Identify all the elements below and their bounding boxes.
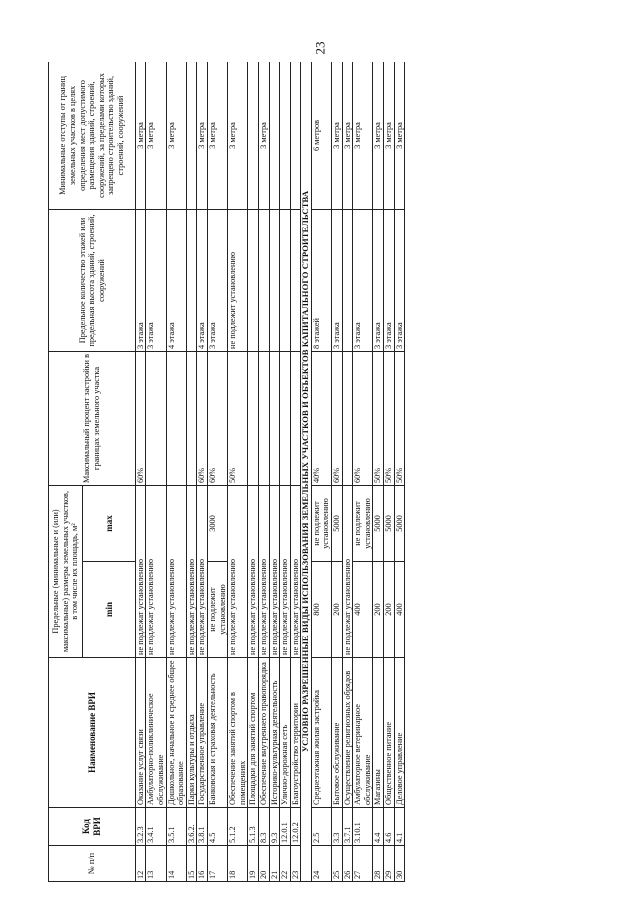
row-number: 24 <box>311 846 331 882</box>
row-number: 25 <box>332 846 343 882</box>
min-setback: 3 метра <box>207 62 227 209</box>
table-row <box>186 62 197 882</box>
min-setback: 3 метра <box>146 62 166 209</box>
vri-name: Амбулаторное ветеринарное обслуживание <box>353 658 373 808</box>
vri-code: 4.6 <box>384 808 395 846</box>
max-floors: 3 этажа <box>207 209 227 351</box>
header-row <box>49 62 83 882</box>
max-building-percent <box>146 351 166 485</box>
max-floors <box>269 209 280 351</box>
vri-name: Государственное управление <box>197 658 208 808</box>
vri-name: Бытовое обслуживание <box>332 658 343 808</box>
max-building-percent: 60% <box>197 351 208 485</box>
vri-code: 3.10.1 <box>353 808 373 846</box>
row-number: 14 <box>166 846 186 882</box>
min-setback: 6 метров <box>311 62 331 209</box>
max-building-percent <box>166 351 186 485</box>
lot-size-max: 5000 <box>373 485 384 561</box>
min-setback: 3 метра <box>373 62 384 209</box>
min-setback: 3 метра <box>353 62 373 209</box>
row-number: 18 <box>228 846 248 882</box>
row-number: 30 <box>394 846 405 882</box>
vri-name: Магазины <box>373 658 384 808</box>
vri-code: 5.1.3 <box>248 808 259 846</box>
vri-code: 8.3 <box>258 808 269 846</box>
min-setback: 3 метра <box>394 62 405 209</box>
lot-size-min: 200 <box>384 562 395 658</box>
lot-size-not-set: не подлежат установлению <box>248 485 259 657</box>
section-title: УСЛОВНО РАЗРЕШЕННЫЕ ВИДЫ ИСПОЛЬЗОВАНИЯ ЗЕМЕЛЬНЫХ УЧАСТКОВ И ОБЪЕКТОВ КАПИТАЛЬНОГО СТРОИТЕЛЬСТВА <box>301 62 312 882</box>
min-setback <box>186 62 197 209</box>
lot-size-not-set: не подлежат установлению <box>258 485 269 657</box>
table-row <box>311 62 331 882</box>
table-row <box>342 62 353 882</box>
min-setback: 3 метра <box>135 62 146 209</box>
max-floors: 3 этажа <box>146 209 166 351</box>
vri-name: Историко-культурная деятельность <box>269 658 280 808</box>
lot-size-not-set: не подлежат установлению <box>166 485 186 657</box>
header-max: max <box>82 485 135 561</box>
table-row <box>146 62 166 882</box>
max-floors: 3 этажа <box>135 209 146 351</box>
lot-size-min: 400 <box>353 562 373 658</box>
table-row <box>228 62 248 882</box>
max-building-percent <box>280 351 291 485</box>
vri-code: 4.5 <box>207 808 227 846</box>
row-number: 19 <box>248 846 259 882</box>
max-floors: 3 этажа <box>373 209 384 351</box>
lot-size-not-set: не подлежат установлению <box>197 485 208 657</box>
max-floors <box>186 209 197 351</box>
max-building-percent: 50% <box>228 351 248 485</box>
max-building-percent <box>248 351 259 485</box>
min-setback: 3 метра <box>332 62 343 209</box>
min-setback <box>280 62 291 209</box>
header-name: Наименование ВРИ <box>49 658 136 808</box>
lot-size-min: 800 <box>311 562 331 658</box>
lot-size-max: 5000 <box>384 485 395 561</box>
min-setback: 3 метра <box>384 62 395 209</box>
lot-size-not-set: не подлежат установлению <box>146 485 166 657</box>
lot-size-max: 5000 <box>332 485 343 561</box>
min-setback: 3 метра <box>258 62 269 209</box>
vri-name: Дошкольное, начальное и среднее общее образование <box>166 658 186 808</box>
vri-code: 3.7.1 <box>342 808 353 846</box>
header-setback: Минимальные отступы от границ земельных участков в целях определения мест допустимого размещения зданий, строений, сооружений, за пределами которых запрещено строительство зданий, строений, сооружений <box>49 62 136 209</box>
max-building-percent <box>186 351 197 485</box>
vri-name: Среднеэтажная жилая застройка <box>311 658 331 808</box>
max-building-percent: 50% <box>394 351 405 485</box>
lot-size-not-set: не подлежат установлению <box>290 485 301 657</box>
max-building-percent <box>290 351 301 485</box>
max-floors: 3 этажа <box>353 209 373 351</box>
table-row <box>394 62 405 882</box>
table-row <box>269 62 280 882</box>
table-row <box>280 62 291 882</box>
lot-size-min: не подлежит установлению <box>207 562 227 658</box>
header-code: Код ВРИ <box>49 808 136 846</box>
max-floors: не подлежит установлению <box>228 209 248 351</box>
header-min: min <box>82 562 135 658</box>
row-number: 15 <box>186 846 197 882</box>
row-number: 23 <box>290 846 301 882</box>
vri-name: Обеспечение занятий спортом в помещениях <box>228 658 248 808</box>
table-row <box>197 62 208 882</box>
row-number: 29 <box>384 846 395 882</box>
row-number: 28 <box>373 846 384 882</box>
max-building-percent <box>269 351 280 485</box>
vri-name: Оказание услуг связи <box>135 658 146 808</box>
table-row <box>332 62 343 882</box>
max-floors: 3 этажа <box>384 209 395 351</box>
max-floors: 4 этажа <box>197 209 208 351</box>
min-setback <box>269 62 280 209</box>
section-row <box>301 62 312 882</box>
lot-size-not-set: не подлежат установлению <box>135 485 146 657</box>
max-floors: 8 этажей <box>311 209 331 351</box>
header-size: Предельные (минимальные и (или) максимальные) размеры земельных участков, в том числе их площадь, м² <box>49 485 83 657</box>
row-number: 21 <box>269 846 280 882</box>
table-row <box>135 62 146 882</box>
vri-code: 2.5 <box>311 808 331 846</box>
lot-size-max: не подлежит установлению <box>353 485 373 561</box>
vri-code: 9.3 <box>269 808 280 846</box>
min-setback: 3 метра <box>166 62 186 209</box>
table-row <box>258 62 269 882</box>
vri-name: Парки культуры и отдыха <box>186 658 197 808</box>
max-floors <box>248 209 259 351</box>
vri-code: 3.6.2. <box>186 808 197 846</box>
vri-code: 4.4 <box>373 808 384 846</box>
vri-name: Осуществление религиозных обрядов <box>342 658 353 808</box>
header-floors: Предельное количество этажей или предельная высота зданий, строений, сооружений <box>49 209 136 351</box>
row-number: 26 <box>342 846 353 882</box>
lot-size-max: 3000 <box>207 485 227 561</box>
max-floors <box>280 209 291 351</box>
min-setback: 3 метра <box>197 62 208 209</box>
min-setback: 3 метра <box>228 62 248 209</box>
lot-size-not-set: не подлежат установлению <box>228 485 248 657</box>
max-floors: 4 этажа <box>166 209 186 351</box>
lot-size-max: 5000 <box>394 485 405 561</box>
vri-name: Обеспечение внутреннего правопорядка <box>258 658 269 808</box>
vri-code: 3.2.3 <box>135 808 146 846</box>
lot-size-not-set: не подлежат установлению <box>269 485 280 657</box>
table-row <box>290 62 301 882</box>
table-row <box>384 62 395 882</box>
min-setback: 3 метра <box>342 62 353 209</box>
max-building-percent <box>342 351 353 485</box>
lot-size-min: 400 <box>394 562 405 658</box>
max-floors <box>342 209 353 351</box>
table-body <box>135 62 404 882</box>
row-number: 27 <box>353 846 373 882</box>
vri-name: Деловое управление <box>394 658 405 808</box>
row-number: 16 <box>197 846 208 882</box>
max-building-percent <box>258 351 269 485</box>
min-setback <box>290 62 301 209</box>
lot-size-not-set: не подлежат установлению <box>280 485 291 657</box>
header-num: № п/п <box>49 846 136 882</box>
max-building-percent: 50% <box>373 351 384 485</box>
lot-size-max: не подлежит установлению <box>311 485 331 561</box>
lot-size-not-set: не подлежат установлению <box>342 485 353 657</box>
vri-name: Благоустройство территории <box>290 658 301 808</box>
vri-name: Улично-дорожная сеть <box>280 658 291 808</box>
vri-code: 3.3 <box>332 808 343 846</box>
max-building-percent: 60% <box>207 351 227 485</box>
table-row <box>373 62 384 882</box>
lot-size-min: 200 <box>332 562 343 658</box>
vri-code: 3.5.1 <box>166 808 186 846</box>
row-number: 17 <box>207 846 227 882</box>
max-building-percent: 60% <box>353 351 373 485</box>
document-page <box>48 62 588 882</box>
regulations-table <box>48 62 405 882</box>
vri-code: 12.0.1 <box>280 808 291 846</box>
table-row <box>207 62 227 882</box>
max-building-percent: 60% <box>135 351 146 485</box>
row-number: 12 <box>135 846 146 882</box>
vri-name: Общественное питание <box>384 658 395 808</box>
vri-code: 5.1.2 <box>228 808 248 846</box>
max-floors <box>290 209 301 351</box>
rotated-table-wrapper <box>48 62 588 882</box>
row-number: 13 <box>146 846 166 882</box>
min-setback <box>248 62 259 209</box>
table-row <box>248 62 259 882</box>
vri-code: 3.8.1 <box>197 808 208 846</box>
vri-name: Амбулаторно-поликлиническое обслуживание <box>146 658 166 808</box>
table-row <box>166 62 186 882</box>
row-number: 20 <box>258 846 269 882</box>
page-number: 23 <box>312 41 327 55</box>
vri-name: Площадки для занятий спортом <box>248 658 259 808</box>
row-number: 22 <box>280 846 291 882</box>
header-percent: Максимальный процент застройки в границах земельного участка <box>49 351 136 485</box>
max-building-percent: 40% <box>311 351 331 485</box>
vri-name: Банковская и страховая деятельность <box>207 658 227 808</box>
max-building-percent: 60% <box>332 351 343 485</box>
lot-size-min: 200 <box>373 562 384 658</box>
table-row <box>353 62 373 882</box>
vri-code: 12.0.2 <box>290 808 301 846</box>
vri-code: 3.4.1 <box>146 808 166 846</box>
lot-size-not-set: не подлежат установлению <box>186 485 197 657</box>
max-floors: 3 этажа <box>332 209 343 351</box>
max-floors: 3 этажа <box>394 209 405 351</box>
max-building-percent: 50% <box>384 351 395 485</box>
max-floors <box>258 209 269 351</box>
vri-code: 4.1 <box>394 808 405 846</box>
